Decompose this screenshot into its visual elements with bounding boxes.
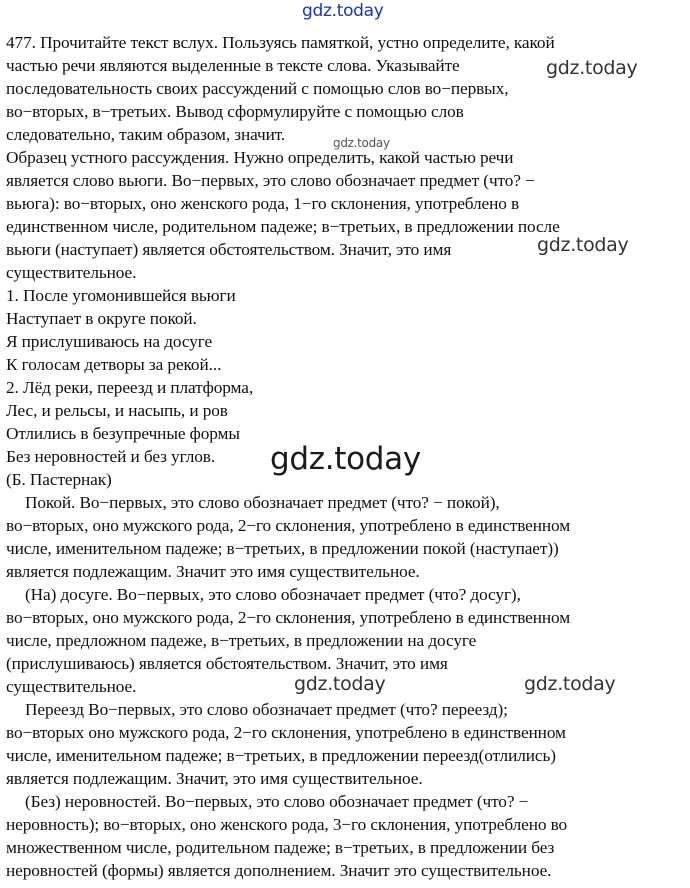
poem-author: (Б. Пастернак) — [6, 470, 112, 489]
analysis-line: существительное. — [6, 677, 137, 696]
watermark: gdz.today — [333, 136, 390, 150]
analysis-line: во−вторых, оно мужского рода, 2−го склонения, употреблено в единственном — [6, 516, 571, 535]
watermark: gdz.today — [294, 673, 386, 695]
analysis-line: (прислушиваюсь) является обстоятельством. Значит, это имя — [6, 654, 448, 673]
watermark: gdz.today — [546, 57, 638, 79]
analysis-line: (Без) неровностей. Во−первых, это слово обозначает предмет (что? − — [25, 792, 529, 811]
text-line: вьюги (наступает) является обстоятельством. Значит, это имя — [6, 240, 452, 259]
poem-line: Без неровностей и без углов. — [6, 447, 216, 466]
text-line: является слово вьюги. Во−первых, это слово обозначает предмет (что? − — [6, 171, 535, 190]
poem-line: 2. Лёд реки, переезд и платформа, — [6, 378, 254, 397]
poem-line: Я прислушиваюсь на досуге — [6, 332, 213, 351]
analysis-line: множественном числе, родительном падеже; в−третьих, в предложении без — [6, 838, 555, 857]
text-line: вьюга): во−вторых, оно женского рода, 1−го склонения, употреблено в — [6, 194, 520, 213]
watermark-top: gdz.today — [302, 1, 384, 21]
text-line: 477. Прочитайте текст вслух. Пользуясь памяткой, устно определите, какой — [6, 33, 555, 52]
text-line: частью речи являются выделенные в тексте слова. Указывайте — [6, 56, 460, 75]
watermark: gdz.today — [537, 234, 629, 256]
watermark: gdz.today — [524, 673, 616, 695]
text-line: последовательность своих рассуждений с помощью слов во−первых, — [6, 79, 509, 98]
analysis-line: во−вторых оно мужского рода, 2−го склонения, употреблено в единственном — [6, 723, 566, 742]
watermark-large: gdz.today — [270, 441, 421, 477]
text-line: единственном числе, родительном падеже; в−третьих, в предложении после — [6, 217, 560, 236]
analysis-line: Покой. Во−первых, это слово обозначает предмет (что? − покой), — [25, 493, 500, 512]
analysis-line: числе, именительном падеже; в−третьих, в предложении покой (наступает)) — [6, 539, 559, 558]
poem-line: К голосам детворы за рекой... — [6, 355, 222, 374]
analysis-line: (На) досуге. Во−первых, это слово обозначает предмет (что? досуг), — [25, 585, 521, 604]
analysis-line: во−вторых, оно мужского рода, 2−го склонения, употреблено в единственном — [6, 608, 571, 627]
text-line: следовательно, таким образом, значит. — [6, 125, 286, 144]
analysis-line: является подлежащим. Значит, это имя существительное. — [6, 769, 423, 788]
analysis-line: неровность); во−вторых, оно женского рода, 3−го склонения, употреблено во — [6, 815, 568, 834]
text-line: во−вторых, в−третьих. Вывод сформулируйте с помощью слов — [6, 102, 464, 121]
poem-line: 1. После угомонившейся вьюги — [6, 286, 236, 305]
poem-line: Отлились в безупречные формы — [6, 424, 240, 443]
text-line: Образец устного рассуждения. Нужно определить, какой частью речи — [6, 148, 514, 167]
analysis-line: неровностей (формы) является дополнением. Значит это существительное. — [6, 861, 552, 880]
poem-line: Лес, и рельсы, и насыпь, и ров — [6, 401, 228, 420]
poem-line: Наступает в округе покой. — [6, 309, 197, 328]
analysis-line: Переезд Во−первых, это слово обозначает предмет (что? переезд); — [25, 700, 508, 719]
text-line: существительное. — [6, 263, 137, 282]
analysis-line: является подлежащим. Значит это имя существительное. — [6, 562, 420, 581]
analysis-line: числе, предложном падеже, в−третьих, в предложении на досуге — [6, 631, 477, 650]
analysis-line: числе, именительном падеже; в−третьих, в предложении переезд(отлились) — [6, 746, 556, 765]
